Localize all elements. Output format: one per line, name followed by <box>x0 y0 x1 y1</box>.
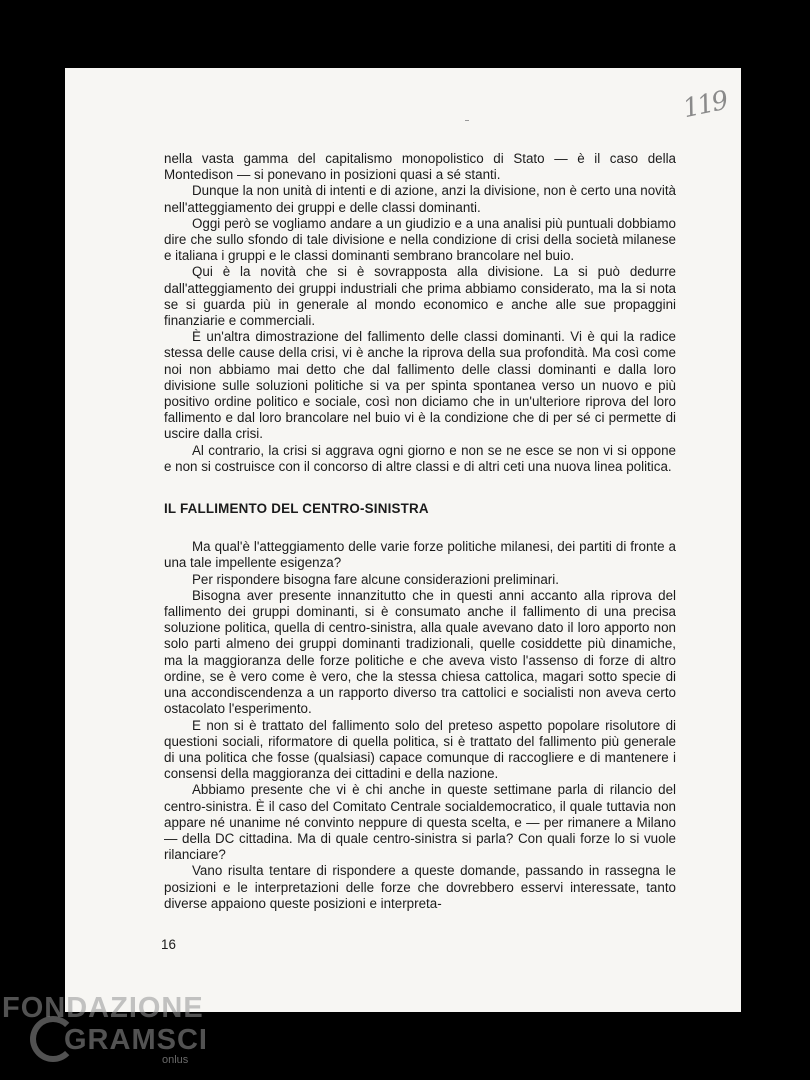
document-page <box>65 68 741 1012</box>
paragraph: Vano risulta tentare di rispondere a queste domande, passando in rassegna le posizioni e le interpretazioni delle forze che dovrebbero esservi interessate, tanto diverse appaiono queste posizioni e interpreta- <box>164 863 676 911</box>
paragraph: Dunque la non unità di intenti e di azione, anzi la divisione, non è certo una novità nell'atteggiamento dei gruppi e delle classi dominanti. <box>164 183 676 215</box>
paragraph: Abbiamo presente che vi è chi anche in queste settimane parla di rilancio del centro-sinistra. È il caso del Comitato Centrale socialdemocratico, il quale tuttavia non appare né unanime né convinto neppure di questa scelta, e — per rimanere a Milano — della DC cittadina. Ma di quale centro-sinistra si parla? Con quali forze lo si vuole rilanciare? <box>164 782 676 863</box>
paragraph: Ma qual'è l'atteggiamento delle varie forze politiche milanesi, dei partiti di fronte a una tale impellente esigenza? <box>164 539 676 571</box>
paragraph: Bisogna aver presente innanzitutto che in questi anni accanto alla riprova del fallimento dei gruppi dominanti, si è consumato anche il fallimento di una precisa soluzione politica, quella di centro-sinistra, alla quale avevano dato il loro apporto non solo parti almeno dei gruppi dominanti tradizionali, quelle cosiddette più dinamiche, ma la maggioranza delle forze politiche e che aveva visto l'assenso di forze di altro ordine, se è vero come è vero, che la stessa chiesa cattolica, magari sotto specie di una accondiscendenza a un rapporto diverso tra cattolici e socialisti non aveva certo ostacolato l'esperimento. <box>164 587 676 717</box>
paragraph: Al contrario, la crisi si aggrava ogni giorno e non se ne esce se non vi si oppone e non si costruisce con il concorso di altre classi e di altri ceti una nuova linea politica. <box>164 442 676 474</box>
paragraph: Oggi però se vogliamo andare a un giudizio e a una analisi più puntuali dobbiamo dire che sullo sfondo di tale divisione e nella condizione di crisi della società milanese e italiana i gruppi e le classi dominanti sembrano brancolare nel buio. <box>164 215 676 264</box>
section-heading: IL FALLIMENTO DEL CENTRO-SINISTRA <box>164 501 429 517</box>
scan-speck <box>465 120 469 121</box>
paragraph: E non si è trattato del fallimento solo del preteso aspetto popolare risolutore di questioni sociali, riformatore di quella politica, si è trattato del fallimento più generale di una politica che fosse (qualsiasi) capace comunque di raccogliere e di mantenere i consensi della maggioranza dei cittadini e della nazione. <box>164 717 676 782</box>
handwritten-page-mark: 119 <box>680 85 730 125</box>
paragraph: È un'altra dimostrazione del fallimento delle classi dominanti. Vi è qui la radice stessa delle cause della crisi, vi è anche la riprova della sua profondità. Ma così come noi non abbiamo mai detto che dal fallimento delle classi dominanti e dalla loro divisione sulle soluzioni politiche si va per spinta spontanea verso un nuovo e più positivo ordine politico e sociale, così non diciamo che in un'ulteriore riprova del loro fallimento e dal loro brancolare nel buio vi è la condizione che di per sé ci permette di uscire dalla crisi. <box>164 329 676 442</box>
fondazione-gramsci-watermark <box>0 988 230 1080</box>
paragraph: Per rispondere bisogna fare alcune considerazioni preliminari. <box>192 571 559 587</box>
body-text <box>164 151 676 912</box>
watermark-line1: FONDAZIONE <box>2 992 204 1024</box>
watermark-suffix: onlus <box>162 1054 189 1066</box>
page-number: 16 <box>161 937 176 952</box>
watermark-line2: GRAMSCI <box>64 1024 208 1056</box>
paragraph: nella vasta gamma del capitalismo monopolistico di Stato — è il caso della Montedison — si ponevano in posizioni quasi a sé stanti. <box>164 151 676 183</box>
paragraph: Qui è la novità che si è sovrapposta alla divisione. La si può dedurre dall'atteggiamento dei gruppi industriali che prima abbiamo considerato, ma la si nota se si guarda più in generale al mondo economico e anche alle sue propaggini finanziarie e commerciali. <box>164 264 676 329</box>
